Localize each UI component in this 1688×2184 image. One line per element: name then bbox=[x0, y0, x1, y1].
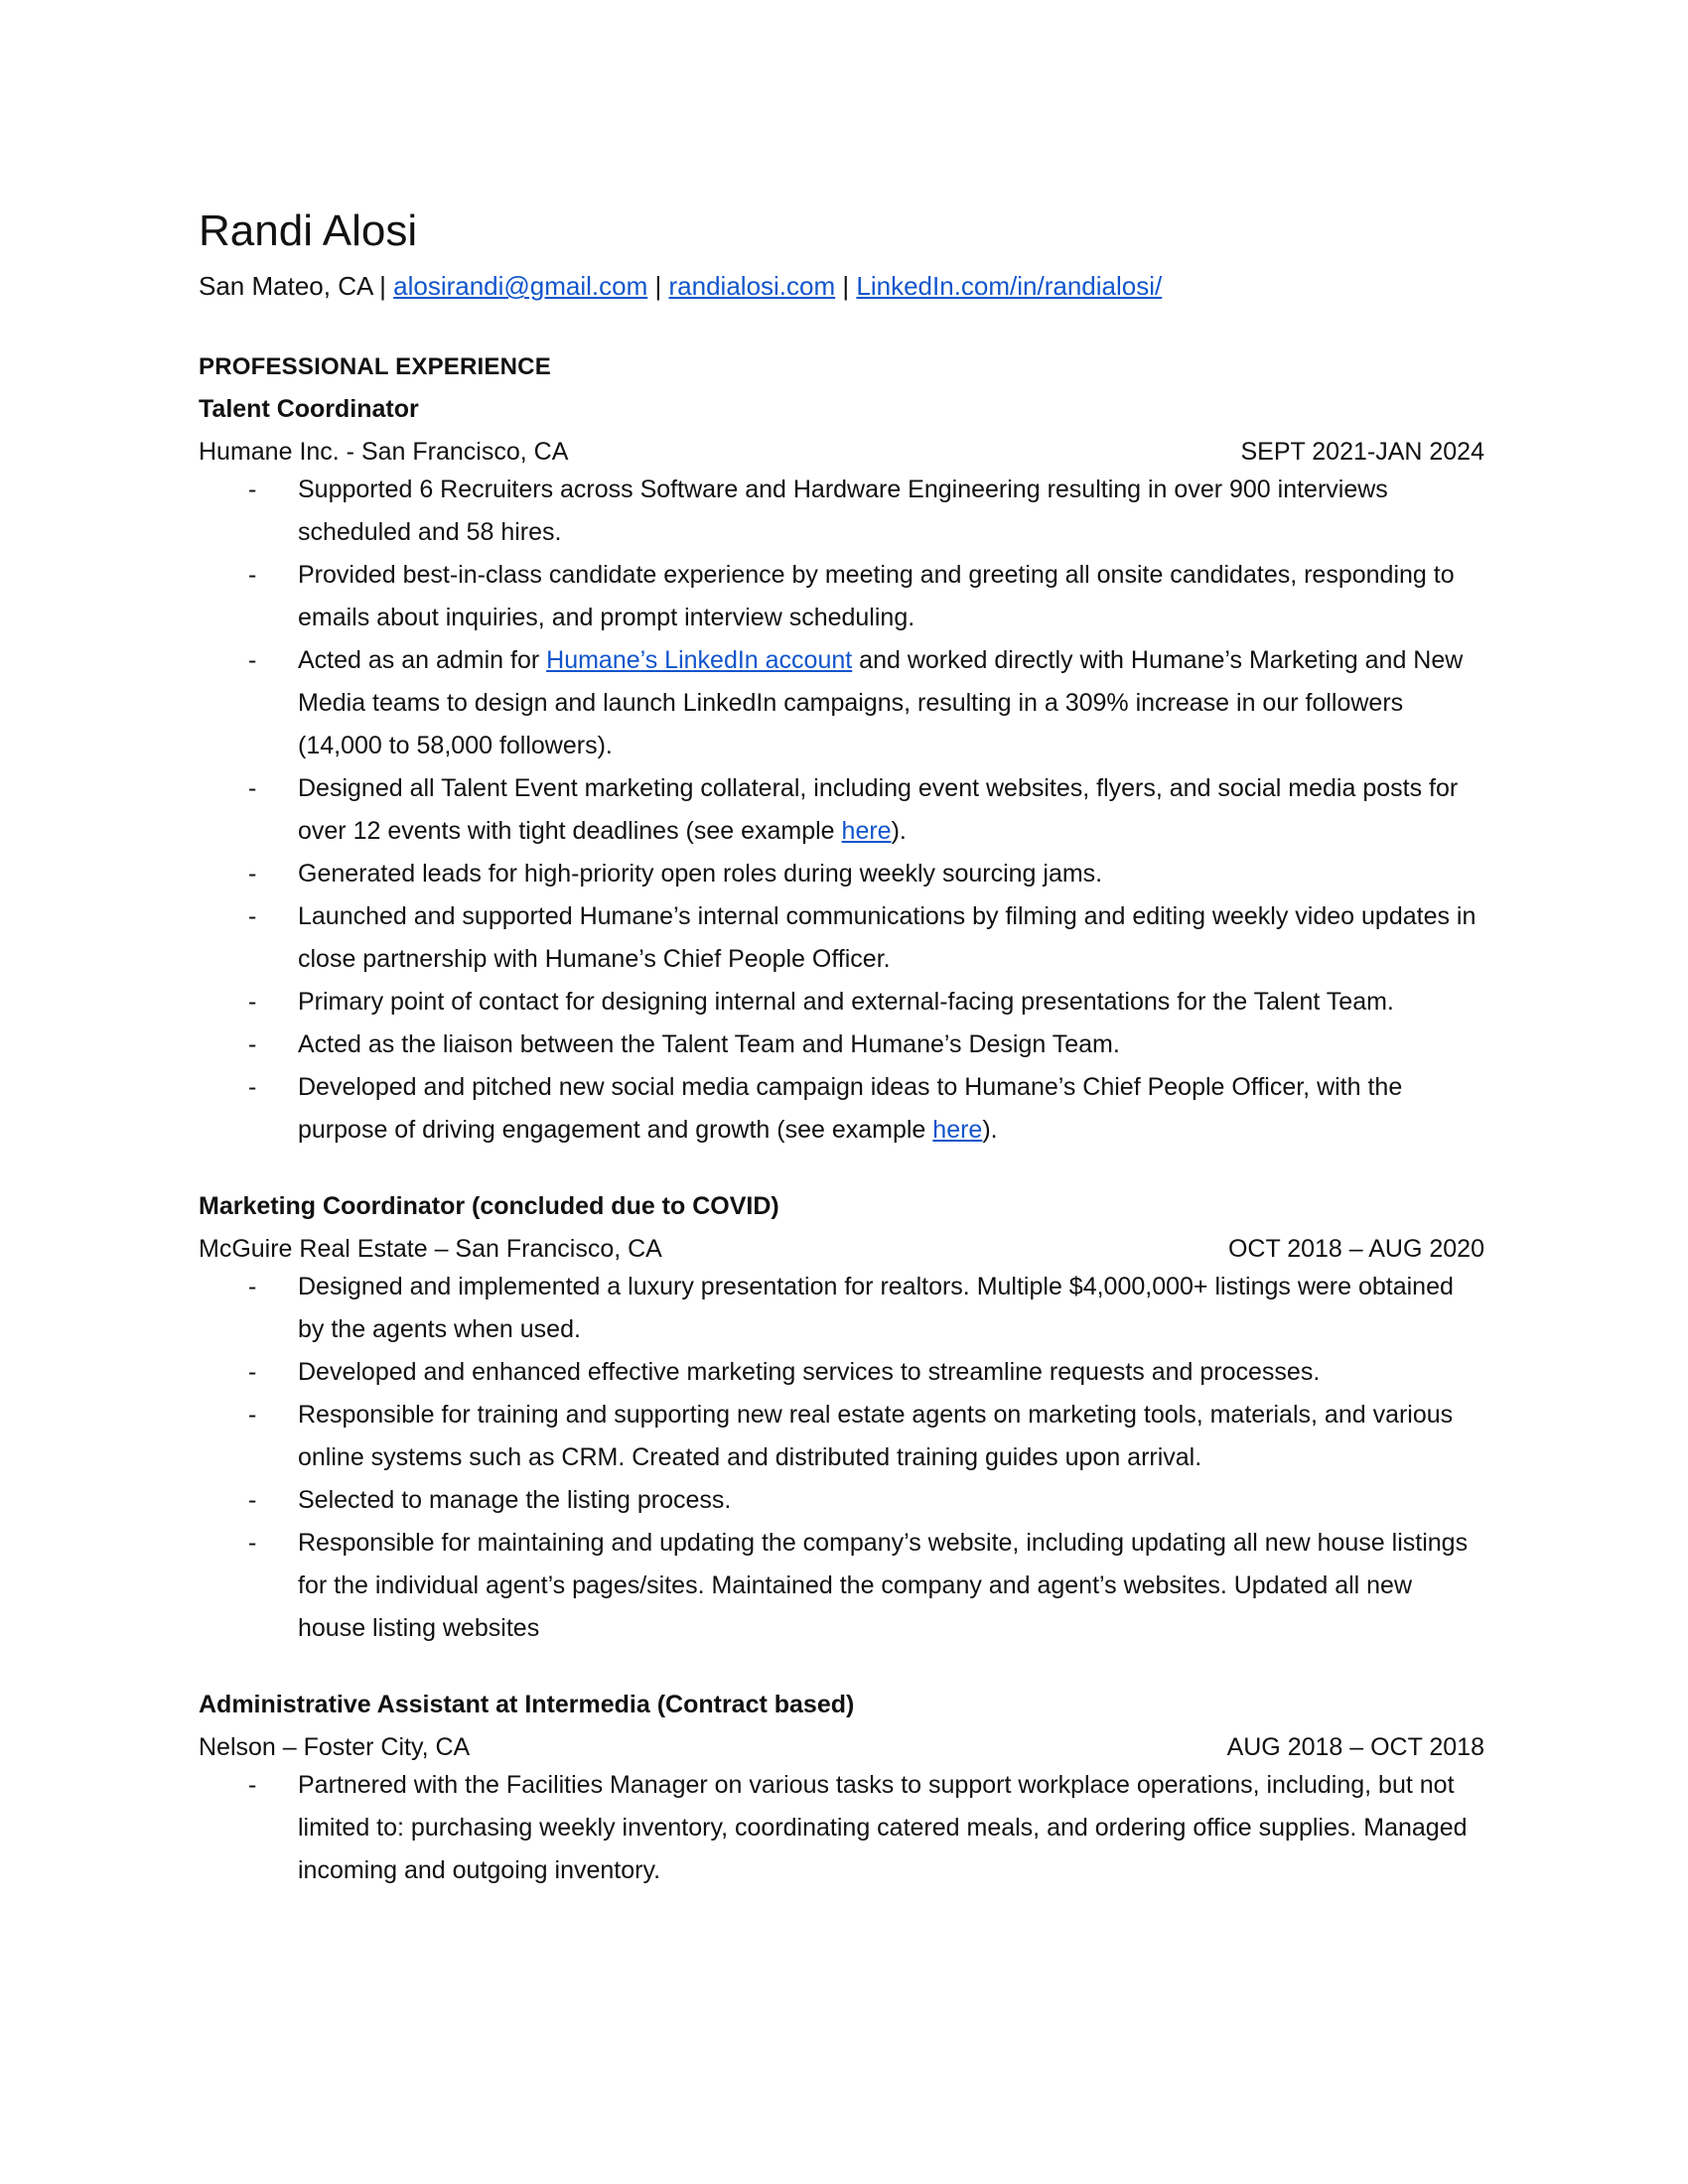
candidate-name: Randi Alosi bbox=[199, 206, 418, 255]
experience-list bbox=[199, 392, 1484, 1892]
job-company: Humane Inc. - San Francisco, CA bbox=[199, 438, 569, 466]
bullet-item bbox=[199, 469, 1484, 554]
bullet-text: ). bbox=[982, 1116, 998, 1144]
job-company: Nelson – Foster City, CA bbox=[199, 1733, 471, 1761]
bullet-item bbox=[199, 853, 1484, 895]
bullet-dash-icon: - bbox=[248, 1486, 257, 1514]
bullet-text: Developed and pitched new social media campaign ideas to Humane’s Chief People Officer, with the purpose of driving engagement and growth (see example bbox=[298, 1073, 1403, 1144]
bullet-dash-icon: - bbox=[248, 860, 257, 887]
job-dates: SEPT 2021-JAN 2024 bbox=[1240, 438, 1484, 466]
bullet-dash-icon: - bbox=[248, 1771, 257, 1799]
bullet-link[interactable]: here bbox=[841, 817, 892, 845]
bullet-item bbox=[199, 639, 1484, 767]
bullet-item bbox=[199, 895, 1484, 981]
separator: | bbox=[654, 271, 662, 301]
bullet-item bbox=[199, 554, 1484, 639]
bullet-list bbox=[199, 469, 1484, 1152]
bullet-list bbox=[199, 1266, 1484, 1650]
bullet-text: Acted as an admin for bbox=[298, 646, 547, 674]
bullet-dash-icon: - bbox=[248, 561, 257, 589]
bullet-dash-icon: - bbox=[248, 1529, 257, 1557]
job-entry bbox=[199, 392, 1484, 1152]
website-link[interactable]: randialosi.com bbox=[668, 271, 836, 301]
bullet-link[interactable]: Humane’s LinkedIn account bbox=[546, 646, 853, 674]
bullet-dash-icon: - bbox=[248, 988, 257, 1016]
bullet-item bbox=[199, 1522, 1484, 1650]
job-title: Talent Coordinator bbox=[199, 395, 419, 423]
contact-line bbox=[199, 269, 1484, 303]
bullet-text: Acted as the liaison between the Talent Team and Humane’s Design Team. bbox=[298, 1030, 1120, 1058]
job-meta bbox=[199, 435, 1484, 469]
bullet-dash-icon: - bbox=[248, 646, 257, 674]
separator: | bbox=[842, 271, 850, 301]
email-link[interactable]: alosirandi@gmail.com bbox=[393, 271, 648, 301]
bullet-text: Responsible for training and supporting new real estate agents on marketing tools, materials, and various online systems such as CRM. Created and distributed training guides upon arrival. bbox=[298, 1401, 1454, 1471]
bullet-item bbox=[199, 1266, 1484, 1351]
job-entry bbox=[199, 1189, 1484, 1650]
bullet-item bbox=[199, 981, 1484, 1024]
bullet-text: and worked directly with Humane’s Marketing and New Media teams to design and launch LinkedIn campaigns, resulting in a 309% increase in our followers (14,000 to 58,000 followers). bbox=[298, 646, 1464, 759]
bullet-text: Primary point of contact for designing internal and external-facing presentations for the Talent Team. bbox=[298, 988, 1394, 1016]
bullet-text: Generated leads for high-priority open roles during weekly sourcing jams. bbox=[298, 860, 1103, 887]
job-title: Marketing Coordinator (concluded due to COVID) bbox=[199, 1192, 779, 1220]
bullet-text: Provided best-in-class candidate experience by meeting and greeting all onsite candidates, responding to emails about inquiries, and prompt interview scheduling. bbox=[298, 561, 1455, 631]
bullet-link[interactable]: here bbox=[932, 1116, 983, 1144]
bullet-item bbox=[199, 767, 1484, 853]
bullet-item bbox=[199, 1066, 1484, 1152]
bullet-dash-icon: - bbox=[248, 1273, 257, 1300]
bullet-dash-icon: - bbox=[248, 1030, 257, 1058]
bullet-dash-icon: - bbox=[248, 1073, 257, 1101]
bullet-dash-icon: - bbox=[248, 1401, 257, 1429]
bullet-item bbox=[199, 1764, 1484, 1892]
separator: | bbox=[379, 271, 386, 301]
resume-page bbox=[199, 204, 1484, 1892]
linkedin-link[interactable]: LinkedIn.com/in/randialosi/ bbox=[856, 271, 1163, 301]
bullet-text: Supported 6 Recruiters across Software and Hardware Engineering resulting in over 900 interviews scheduled and 58 hires. bbox=[298, 476, 1388, 546]
job-entry bbox=[199, 1688, 1484, 1892]
job-company: McGuire Real Estate – San Francisco, CA bbox=[199, 1235, 662, 1263]
bullet-dash-icon: - bbox=[248, 1358, 257, 1386]
bullet-text: Selected to manage the listing process. bbox=[298, 1486, 732, 1514]
job-dates: AUG 2018 – OCT 2018 bbox=[1226, 1733, 1484, 1761]
job-meta bbox=[199, 1730, 1484, 1764]
bullet-text: Designed all Talent Event marketing collateral, including event websites, flyers, and social media posts for over 12 events with tight deadlines (see example bbox=[298, 774, 1459, 845]
bullet-text: Designed and implemented a luxury presentation for realtors. Multiple $4,000,000+ listings were obtained by the agents when used. bbox=[298, 1273, 1454, 1343]
job-title: Administrative Assistant at Intermedia (Contract based) bbox=[199, 1691, 855, 1718]
section-title: PROFESSIONAL EXPERIENCE bbox=[199, 353, 551, 380]
bullet-text: Launched and supported Humane’s internal communications by filming and editing weekly video updates in close partnership with Humane’s Chief People Officer. bbox=[298, 902, 1477, 973]
bullet-item bbox=[199, 1479, 1484, 1522]
bullet-dash-icon: - bbox=[248, 476, 257, 503]
bullet-text: Responsible for maintaining and updating the company’s website, including updating all new house listings for the individual agent’s pages/sites. Maintained the company and agent’s websites. Updated all new house listing websites bbox=[298, 1529, 1469, 1642]
bullet-text: Developed and enhanced effective marketing services to streamline requests and processes. bbox=[298, 1358, 1321, 1386]
bullet-item bbox=[199, 1394, 1484, 1479]
bullet-dash-icon: - bbox=[248, 902, 257, 930]
location: San Mateo, CA bbox=[199, 271, 372, 301]
bullet-item bbox=[199, 1024, 1484, 1066]
job-meta bbox=[199, 1232, 1484, 1266]
job-dates: OCT 2018 – AUG 2020 bbox=[1227, 1235, 1484, 1263]
bullet-dash-icon: - bbox=[248, 774, 257, 802]
bullet-item bbox=[199, 1351, 1484, 1394]
bullet-text: Partnered with the Facilities Manager on various tasks to support workplace operations, including, but not limited to: purchasing weekly inventory, coordinating catered meals, and ordering office supplies. Managed incoming and outgoing inventory. bbox=[298, 1771, 1468, 1884]
bullet-text: ). bbox=[891, 817, 907, 845]
bullet-list bbox=[199, 1764, 1484, 1892]
